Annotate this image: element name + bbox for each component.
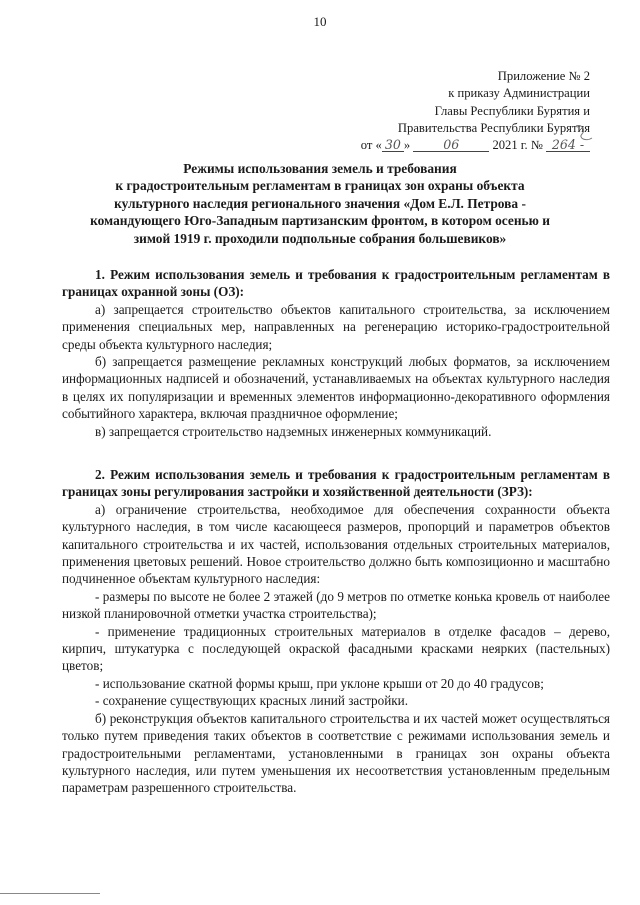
handwritten-flourish <box>572 122 600 144</box>
annex-line-4: Правительства Республики Бурятия <box>397 120 590 135</box>
section-2-item-a-1: - размеры по высоте не более 2 этажей (до 9 метров по отметке конька кровель от наиболее низкой планировочной отметки участка строительства); <box>62 588 610 622</box>
title-line-4: командующего Юго-Западным партизанским фронтом, в котором осенью и <box>90 213 550 229</box>
section-2-item-a-4: - сохранение существующих красных линий застройки. <box>95 693 409 709</box>
title-line-2: к градостроительным регламентам в границах зон охраны объекта <box>115 178 525 194</box>
title-line-1: Режимы использования земель и требования <box>183 161 457 176</box>
order-number: 264 - <box>546 138 590 152</box>
section-2-item-a: а) ограничение строительства, необходимое для обеспечения сохранности объекта культурного наследия, в том числе касающееся размеров, пропорций и параметров объектов капитального строительства и их частей, использования отдельных строительных материалов, применения цветовых решений. Новое строительство должно быть композиционно и масштабно подчиненное объектам культурного наследия: <box>62 501 610 587</box>
title-line-5: зимой 1919 г. проходили подпольные собрания большевиков» <box>133 230 507 246</box>
document-title <box>40 160 600 247</box>
section-1-item-c: в) запрещается строительство надземных инженерных коммуникаций. <box>95 423 492 439</box>
title-line-3: культурного наследия регионального значения «Дом Е.Л. Петрова - <box>114 195 526 211</box>
date-month: 06 <box>413 138 489 152</box>
section-2 <box>62 466 610 797</box>
section-2-item-a-2: - применение традиционных строительных материалов в отделке фасадов – дерево, кирпич, штукатурка с последующей окраской фасадными красками неярких (пастельных) цветов; <box>62 623 610 674</box>
section-2-heading: 2. Режим использования земель и требования к градостроительным регламентам в границах зоны регулирования застройки и хозяйственной деятельности (ЗРЗ): <box>62 467 610 500</box>
annex-line-3: Главы Республики Бурятия и <box>434 103 590 118</box>
page-number: 10 <box>313 14 327 29</box>
footnote-divider <box>0 893 100 894</box>
section-1-item-a: а) запрещается строительство объектов капитального строительства, за исключением применения специальных мер, направленных на регенерацию историко-градостроительной среды объекта культурного наследия; <box>62 301 610 352</box>
annex-line-2: к приказу Администрации <box>448 86 590 101</box>
section-2-item-a-3: - использование скатной формы крыш, при уклоне крыши от 20 до 40 градусов; <box>95 675 544 691</box>
date-year: 2021 г. № <box>492 138 543 153</box>
annex-line-1: Приложение № 2 <box>497 69 590 83</box>
date-mid: » <box>403 138 411 153</box>
annex-date-line <box>290 137 590 154</box>
section-1-item-b: б) запрещается размещение рекламных конструкций любых форматов, за исключением информационных надписей и обозначений, устанавливаемых на объектах культурного наследия в целях их популяризации и временных элементов информационно-декоративного оформления событийного характера, включая праздничное оформление; <box>62 354 610 422</box>
section-1-heading: 1. Режим использования земель и требования к градостроительным регламентам в границах охранной зоны (ОЗ): <box>62 267 610 300</box>
annex-header <box>290 68 590 154</box>
date-prefix: от « <box>360 138 382 153</box>
section-1 <box>62 266 610 440</box>
section-2-item-b: б) реконструкция объектов капитального строительства и их частей может осуществляться только путем приведения таких объектов в соответствие с режимами использования земель и градостроительными регламентами, установленными в границах зон охраны объекта культурного наследия, или путем уменьшения их несоответствия установленным предельным параметрам разрешенного строительства. <box>62 710 610 796</box>
date-day: 30 <box>382 138 404 152</box>
